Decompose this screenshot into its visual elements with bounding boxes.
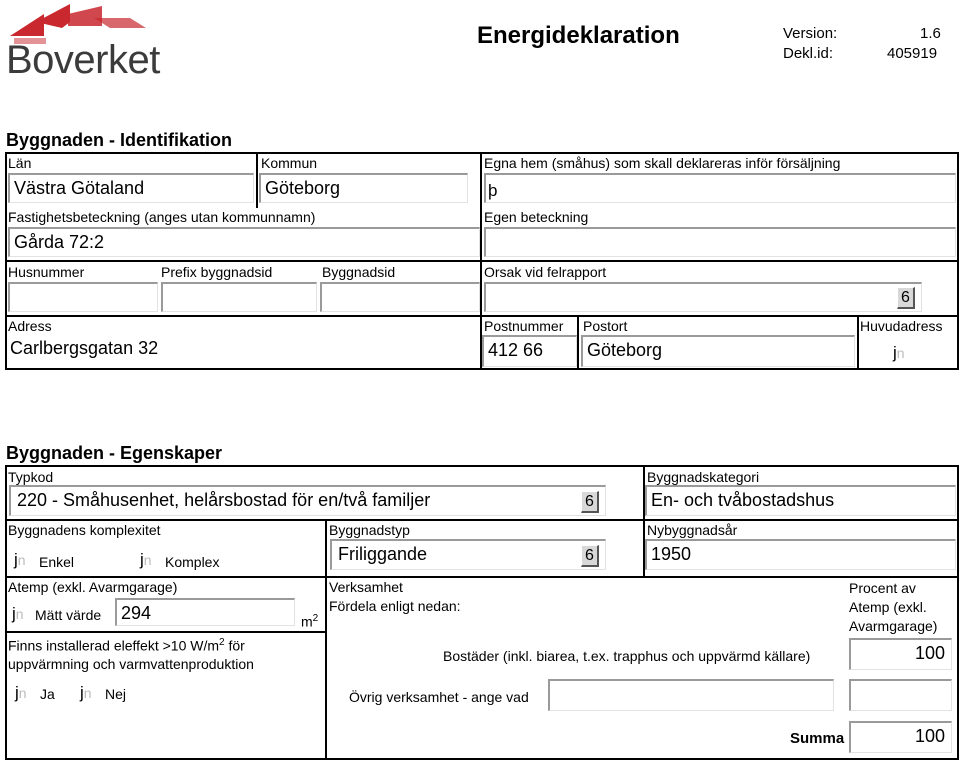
- fastighet-label: Fastighetsbeteckning (anges utan kommunnamn): [8, 209, 316, 225]
- unit-exp: 2: [312, 613, 319, 624]
- komplex-label: Komplex: [165, 554, 220, 570]
- postnummer-field[interactable]: 412 66: [482, 335, 577, 367]
- radio-ring-icon: n: [18, 685, 27, 701]
- byggnadstyp-dropdown-icon[interactable]: 6: [581, 545, 599, 567]
- radio-icon: j: [140, 550, 144, 569]
- radio-ring-icon: n: [15, 606, 24, 622]
- procent-text-3: Avarmgarage): [849, 618, 938, 634]
- typkod-label: Typkod: [8, 469, 54, 485]
- radio-icon: j: [80, 683, 84, 702]
- divider: [256, 152, 258, 208]
- divider: [5, 576, 959, 578]
- kategori-field[interactable]: En- och tvåbostadshus: [645, 485, 956, 516]
- kommun-field[interactable]: Göteborg: [259, 173, 468, 203]
- egna-hem-box: [484, 173, 956, 203]
- ovrig-text-field[interactable]: [548, 679, 834, 711]
- adress-label: Adress: [8, 318, 52, 334]
- typkod-select[interactable]: 220 - Småhusenhet, helårsbostad för en/två familjer: [9, 485, 606, 516]
- atemp-field[interactable]: 294: [115, 598, 295, 626]
- fordela-label: Fördela enligt nedan:: [329, 598, 461, 614]
- radio-ring-icon: n: [83, 685, 92, 701]
- boverket-logo: [6, 2, 160, 82]
- deklid-value: 405919: [887, 45, 938, 62]
- byggnadstyp-label: Byggnadstyp: [329, 522, 410, 538]
- egen-beteckning-label: Egen beteckning: [484, 209, 589, 225]
- version-label: Version:: [783, 25, 838, 42]
- bostader-label: Bostäder (inkl. biarea, t.ex. trapphus och uppvärmd källare): [443, 648, 811, 664]
- byggnadsid-field[interactable]: [320, 282, 480, 312]
- typkod-dropdown-icon[interactable]: 6: [581, 491, 599, 513]
- byggnadsid-label: Byggnadsid: [322, 264, 396, 280]
- nybyggnadsar-field[interactable]: 1950: [645, 539, 956, 570]
- procent-text-2: Atemp (exkl.: [849, 599, 927, 615]
- version-value: 1.6: [920, 25, 941, 42]
- postort-field[interactable]: Göteborg: [581, 335, 855, 367]
- divider: [5, 631, 327, 633]
- huvudadress-label: Huvudadress: [860, 318, 943, 334]
- orsak-dropdown-icon[interactable]: 6: [897, 287, 915, 309]
- eleffekt-exp: 2: [219, 637, 225, 648]
- verksamhet-label: Verksamhet: [329, 579, 403, 595]
- divider: [5, 315, 959, 317]
- radio-icon: j: [14, 550, 18, 569]
- ja-label: Ja: [40, 686, 55, 702]
- prefix-label: Prefix byggnadsid: [161, 264, 273, 280]
- identifikation-title: Byggnaden - Identifikation: [6, 130, 233, 150]
- ovrig-percent-field[interactable]: [849, 679, 952, 711]
- page-title: Energideklaration: [477, 22, 680, 49]
- adress-value[interactable]: Carlbergsgatan 32: [10, 338, 159, 358]
- nybyggnadsar-label: Nybyggnadsår: [647, 522, 738, 538]
- kommun-label: Kommun: [261, 155, 318, 171]
- procent-text-1: Procent av: [849, 580, 916, 596]
- radio-icon: j: [893, 343, 897, 362]
- radio-ring-icon: n: [896, 345, 905, 361]
- enkel-radio[interactable]: [14, 551, 36, 569]
- atemp-label: Atemp (exkl. Avarmgarage): [8, 579, 178, 595]
- ovrig-label: Övrig verksamhet - ange vad: [349, 689, 529, 705]
- divider: [577, 315, 579, 370]
- nej-radio[interactable]: [80, 684, 102, 702]
- husnummer-label: Husnummer: [8, 264, 85, 280]
- fastighet-field[interactable]: Gårda 72:2: [8, 227, 480, 257]
- eleffekt-label: [8, 634, 254, 673]
- postort-label: Postort: [583, 318, 628, 334]
- ja-radio[interactable]: [15, 684, 37, 702]
- divider: [5, 260, 959, 262]
- radio-ring-icon: n: [143, 552, 152, 568]
- divider: [5, 519, 959, 521]
- divider: [325, 519, 327, 760]
- eleffekt-text-1: Finns installerad eleffekt >10 W/m: [8, 637, 220, 654]
- lan-label: Län: [8, 155, 32, 171]
- komplex-radio[interactable]: [140, 551, 162, 569]
- orsak-select[interactable]: [484, 282, 922, 312]
- huvudadress-radio[interactable]: [893, 344, 915, 362]
- prefix-field[interactable]: [161, 282, 317, 312]
- procent-label: [849, 579, 937, 636]
- summa-field: 100: [849, 721, 952, 753]
- summa-label: Summa: [790, 730, 845, 747]
- kategori-label: Byggnadskategori: [647, 469, 760, 485]
- egen-beteckning-field[interactable]: [484, 227, 956, 257]
- egenskaper-title: Byggnaden - Egenskaper: [6, 443, 223, 463]
- lan-field[interactable]: Västra Götaland: [8, 173, 254, 203]
- enkel-label: Enkel: [39, 554, 75, 570]
- matt-varde-label: Mätt värde: [35, 607, 102, 623]
- atemp-unit: [301, 611, 318, 630]
- logo-text: Boverket: [6, 38, 160, 82]
- radio-icon: j: [12, 604, 16, 623]
- orsak-label: Orsak vid felrapport: [484, 264, 607, 280]
- nej-label: Nej: [105, 686, 127, 702]
- postnummer-label: Postnummer: [484, 318, 564, 334]
- divider: [857, 315, 859, 370]
- bostader-percent-field[interactable]: 100: [849, 638, 952, 670]
- eleffekt-text-3: uppvärmning och varmvattenproduktion: [8, 655, 254, 672]
- radio-ring-icon: n: [17, 552, 26, 568]
- eleffekt-text-2: för: [224, 637, 245, 654]
- deklid-label: Dekl.id:: [783, 45, 834, 62]
- komplexitet-label: Byggnadens komplexitet: [8, 522, 161, 538]
- husnummer-field[interactable]: [8, 282, 158, 312]
- egna-hem-checkbox[interactable]: þ: [488, 181, 498, 200]
- egna-hem-label: Egna hem (småhus) som skall deklareras inför försäljning: [484, 155, 841, 171]
- byggnadstyp-select[interactable]: Friliggande: [330, 539, 606, 570]
- unit-m: m: [301, 613, 313, 630]
- matt-varde-radio[interactable]: [12, 605, 34, 623]
- radio-icon: j: [15, 683, 19, 702]
